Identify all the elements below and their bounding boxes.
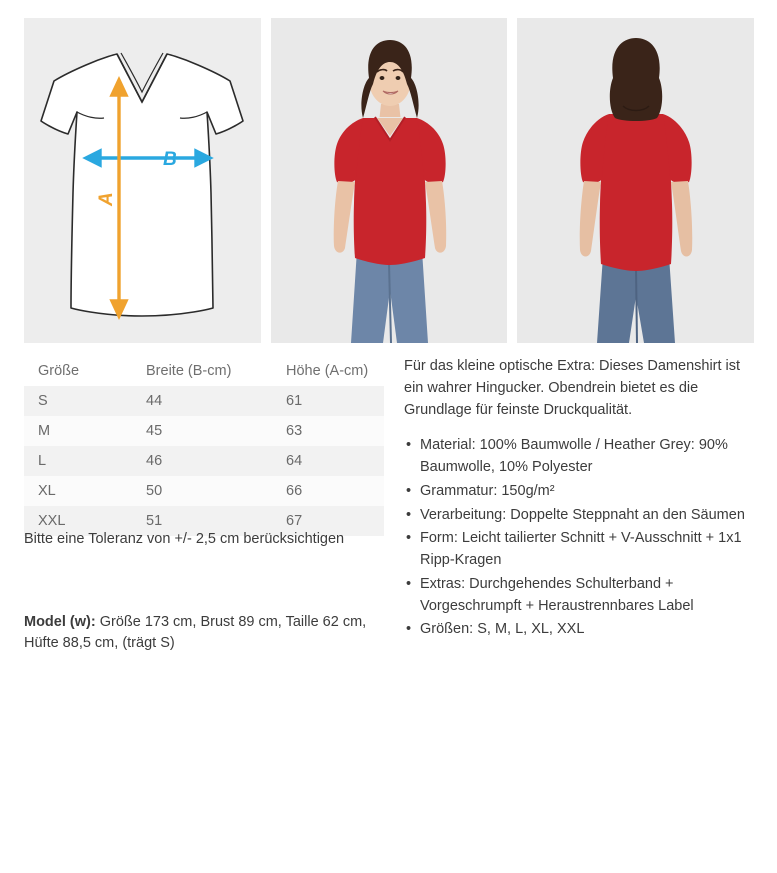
feature-list [404,435,754,641]
size-table-wrapper [24,356,384,536]
cell-width: 46 [146,453,163,469]
table-row [24,476,384,506]
model-info-label: Model (w): [24,614,96,630]
cell-width: 44 [146,393,163,409]
list-item: • Material: 100% Baumwolle / Heather Grey: 90% Baumwolle, 10% Polyester [404,435,754,479]
cell-size: S [38,393,48,409]
cell-width: 51 [146,513,163,529]
cell-size: XXL [38,513,66,529]
header-size: Größe [38,363,80,379]
list-item: • Extras: Durchgehendes Schulterband + Vorgeschrumpft + Heraustrennbares Label [404,574,754,618]
table-header-row [24,356,384,386]
table-row [24,416,384,446]
header-width: Breite (B-cm) [146,363,232,379]
cell-size: XL [38,483,56,499]
table-row [24,446,384,476]
cell-height: 63 [286,423,303,439]
diagram-label-b: B [163,149,177,170]
size-table [24,356,384,536]
cell-width: 50 [146,483,163,499]
product-image-row [24,18,754,343]
model-front-photo [271,18,508,343]
model-info-text: Größe 173 cm, Brust 89 cm, Taille 62 cm, Hüfte 88,5 cm, (trägt S) [24,614,367,652]
list-item: • Verarbeitung: Doppelte Steppnaht an den Säumen [404,505,754,527]
shirt-measurement-diagram [24,18,261,343]
diagram-label-a: A [96,192,117,206]
list-item: • Größen: S, M, L, XL, XXL [404,619,754,641]
list-item: • Grammatur: 150g/m² [404,481,754,503]
cell-height: 64 [286,453,303,469]
product-description [404,356,754,643]
description-intro: Für das kleine optische Extra: Dieses Damenshirt ist ein wahrer Hingucker. Obendrein bietet es die Grundlage für feinste Druckqualität. [404,358,741,418]
table-row [24,386,384,416]
list-item: • Form: Leicht tailierter Schnitt + V-Ausschnitt + 1x1 Ripp-Kragen [404,528,754,572]
cell-size: L [38,453,47,469]
model-back-photo [517,18,754,343]
header-height: Höhe (A-cm) [286,363,369,379]
model-info [24,612,384,654]
cell-height: 61 [286,393,303,409]
cell-width: 45 [146,423,163,439]
cell-size: M [38,423,51,439]
cell-height: 67 [286,513,303,529]
cell-height: 66 [286,483,303,499]
tolerance-note: Bitte eine Toleranz von +/- 2,5 cm berücksichtigen [24,531,345,547]
